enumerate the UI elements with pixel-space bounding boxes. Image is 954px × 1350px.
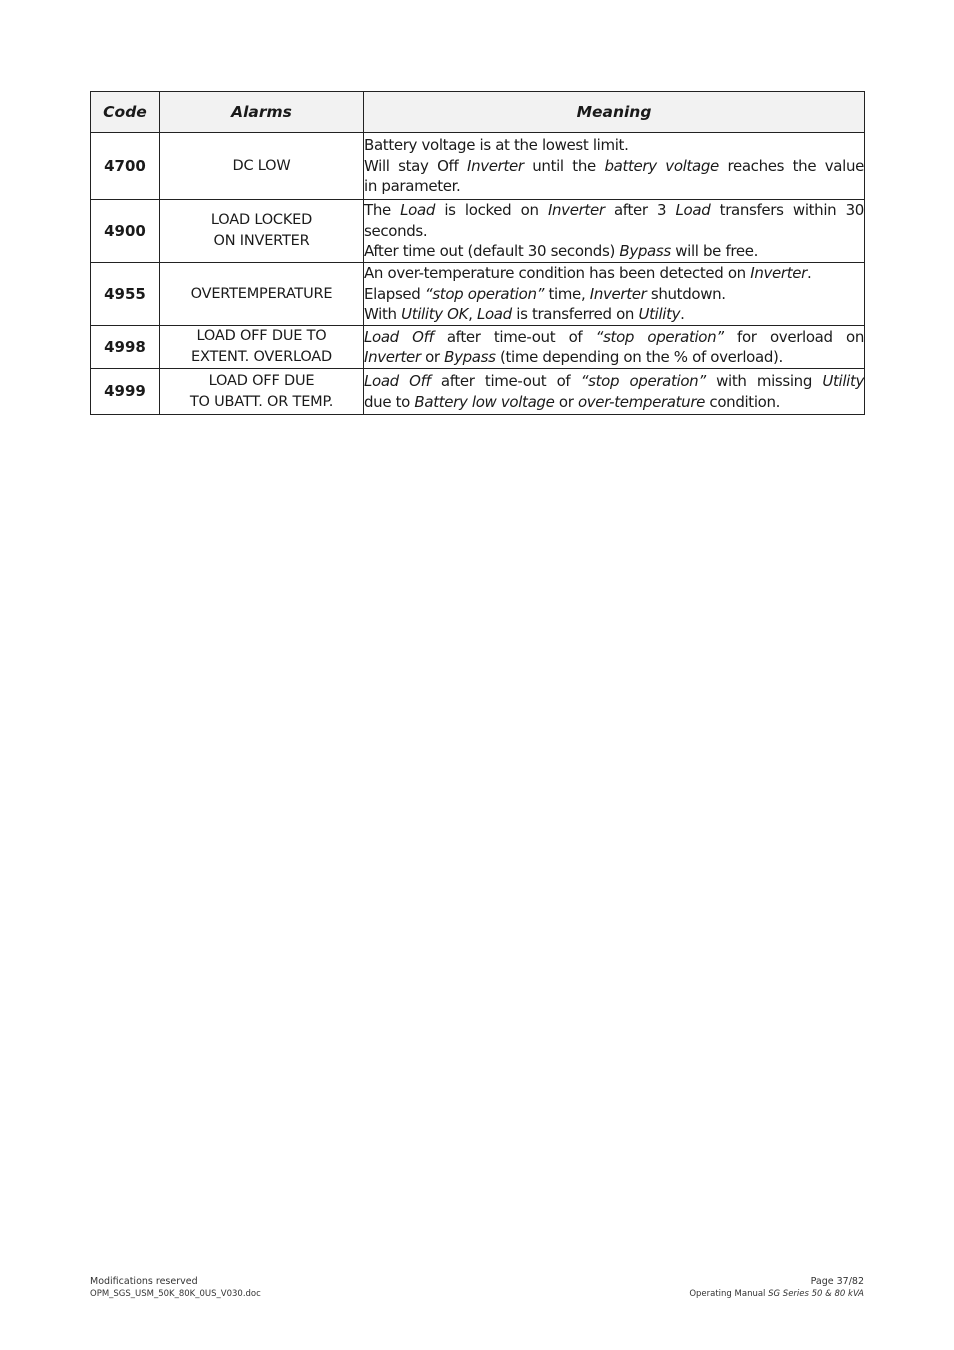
meaning-text: for overload on [723,327,864,346]
meaning-text: until the [523,156,605,175]
header-alarms: Alarms [160,92,364,133]
meaning-text: (time depending on the % of overload). [495,348,783,366]
table-row [91,133,865,200]
meaning-italic-term: Inverter [547,201,605,220]
meaning-line [364,371,864,392]
meaning-text: with missing [705,372,823,390]
alarm-code-cell: 4700 [91,133,160,200]
footer-manual-prefix: Operating Manual [689,1289,769,1299]
meaning-text: shutdown. [646,284,726,303]
alarm-name-cell [160,326,364,369]
table-row [91,263,865,326]
meaning-text: condition. [705,392,781,411]
meaning-text: is transferred on [511,305,639,324]
meaning-text: After time out (default 30 seconds) [364,242,620,261]
meaning-line [364,156,864,177]
alarm-name-line: LOAD OFF DUE TO [196,328,327,344]
footer-page-number: Page 37/82 [810,1276,864,1287]
meaning-text: , [468,305,477,324]
meaning-text: is locked on [435,201,548,220]
alarm-name-line: OVERTEMPERATURE [190,285,333,302]
alarm-name-line: LOAD OFF DUE [208,372,315,389]
meaning-italic-term: Bypass [619,242,671,261]
alarm-code-cell: 4998 [91,326,160,369]
meaning-italic-term: Load [675,201,711,220]
meaning-line [364,327,864,348]
alarm-name-line: LOAD LOCKED [210,212,313,228]
meaning-text: Battery voltage is at the lowest limit. [364,136,629,155]
meaning-line [364,284,864,305]
alarm-meaning-cell [364,200,865,263]
alarm-name-line: DC LOW [232,157,291,174]
meaning-text: transfers within 30 [710,201,864,220]
meaning-text: An over-temperature condition has been detected on [364,264,751,283]
meaning-text: after time-out of [430,372,581,390]
meaning-text: after time-out of [433,327,596,346]
meaning-italic-term: Inverter [364,348,421,366]
footer-left [90,1275,261,1301]
meaning-italic-term: Inverter [750,264,807,283]
meaning-italic-term: battery voltage [604,156,719,175]
meaning-italic-term: Utility OK [401,305,469,324]
meaning-text: With [364,305,402,324]
footer-right [689,1275,864,1301]
meaning-text: or [420,348,445,366]
meaning-italic-term: Load [400,201,436,220]
alarm-codes-table [90,91,865,415]
alarm-name-cell [160,200,364,263]
alarm-code-cell: 4955 [91,263,160,326]
header-code: Code [91,92,160,133]
alarm-name-line: TO UBATT. OR TEMP. [189,393,334,410]
meaning-text: reaches the value [718,156,864,175]
meaning-italic-term: Battery low voltage [414,392,555,411]
meaning-italic-term: Utility [638,305,681,324]
meaning-line [364,241,864,262]
alarm-meaning-cell [364,133,865,200]
meaning-italic-term: Inverter [467,156,524,175]
meaning-line [364,221,864,242]
table-row [91,200,865,263]
table-row [91,326,865,369]
meaning-line [364,392,864,413]
footer-manual-title [689,1288,864,1301]
alarm-name-cell [160,133,364,200]
table-header-row [91,92,865,133]
alarm-name-cell [160,369,364,415]
meaning-italic-term: Load Off [364,327,434,346]
meaning-line [364,176,864,197]
meaning-text: The [364,201,401,220]
meaning-text: will be free. [670,242,759,261]
meaning-line [364,135,864,156]
meaning-italic-term: “stop operation” [595,327,724,346]
meaning-line [364,200,864,221]
meaning-italic-term: Load [476,305,512,324]
meaning-text: . [806,264,812,283]
header-meaning: Meaning [364,92,865,133]
alarm-meaning-cell [364,369,865,415]
alarm-name-cell [160,263,364,326]
meaning-italic-term: “stop operation” [424,284,545,303]
alarm-name-line: ON INVERTER [213,233,310,249]
meaning-italic-term: Bypass [444,348,496,366]
alarm-meaning-cell [364,263,865,326]
meaning-text: Will stay Off [364,156,467,175]
meaning-text: seconds. [364,221,428,240]
meaning-line [364,304,864,325]
meaning-italic-term: Utility [822,372,865,390]
meaning-italic-term: Load Off [364,372,431,390]
alarm-code-cell: 4900 [91,200,160,263]
table-row [91,369,865,415]
footer-modifications: Modifications reserved [90,1276,198,1287]
meaning-text: time, [544,284,590,303]
meaning-text: in parameter. [364,177,461,196]
alarm-code-cell: 4999 [91,369,160,415]
meaning-text: Elapsed [364,284,425,303]
footer-manual-series: SG Series 50 & 80 kVA [768,1289,864,1299]
meaning-line [364,347,864,368]
meaning-italic-term: Inverter [589,284,647,303]
alarm-meaning-cell [364,326,865,369]
meaning-italic-term: over-temperature [577,392,706,411]
alarm-name-line: EXTENT. OVERLOAD [191,349,332,365]
meaning-text: after 3 [604,201,676,220]
meaning-italic-term: “stop operation” [580,372,706,390]
meaning-text: . [680,305,685,324]
meaning-line [364,263,864,284]
meaning-text: or [554,392,578,411]
footer-doc-filename: OPM_SGS_USM_50K_80K_0US_V030.doc [90,1289,261,1299]
meaning-text: due to [364,392,415,411]
